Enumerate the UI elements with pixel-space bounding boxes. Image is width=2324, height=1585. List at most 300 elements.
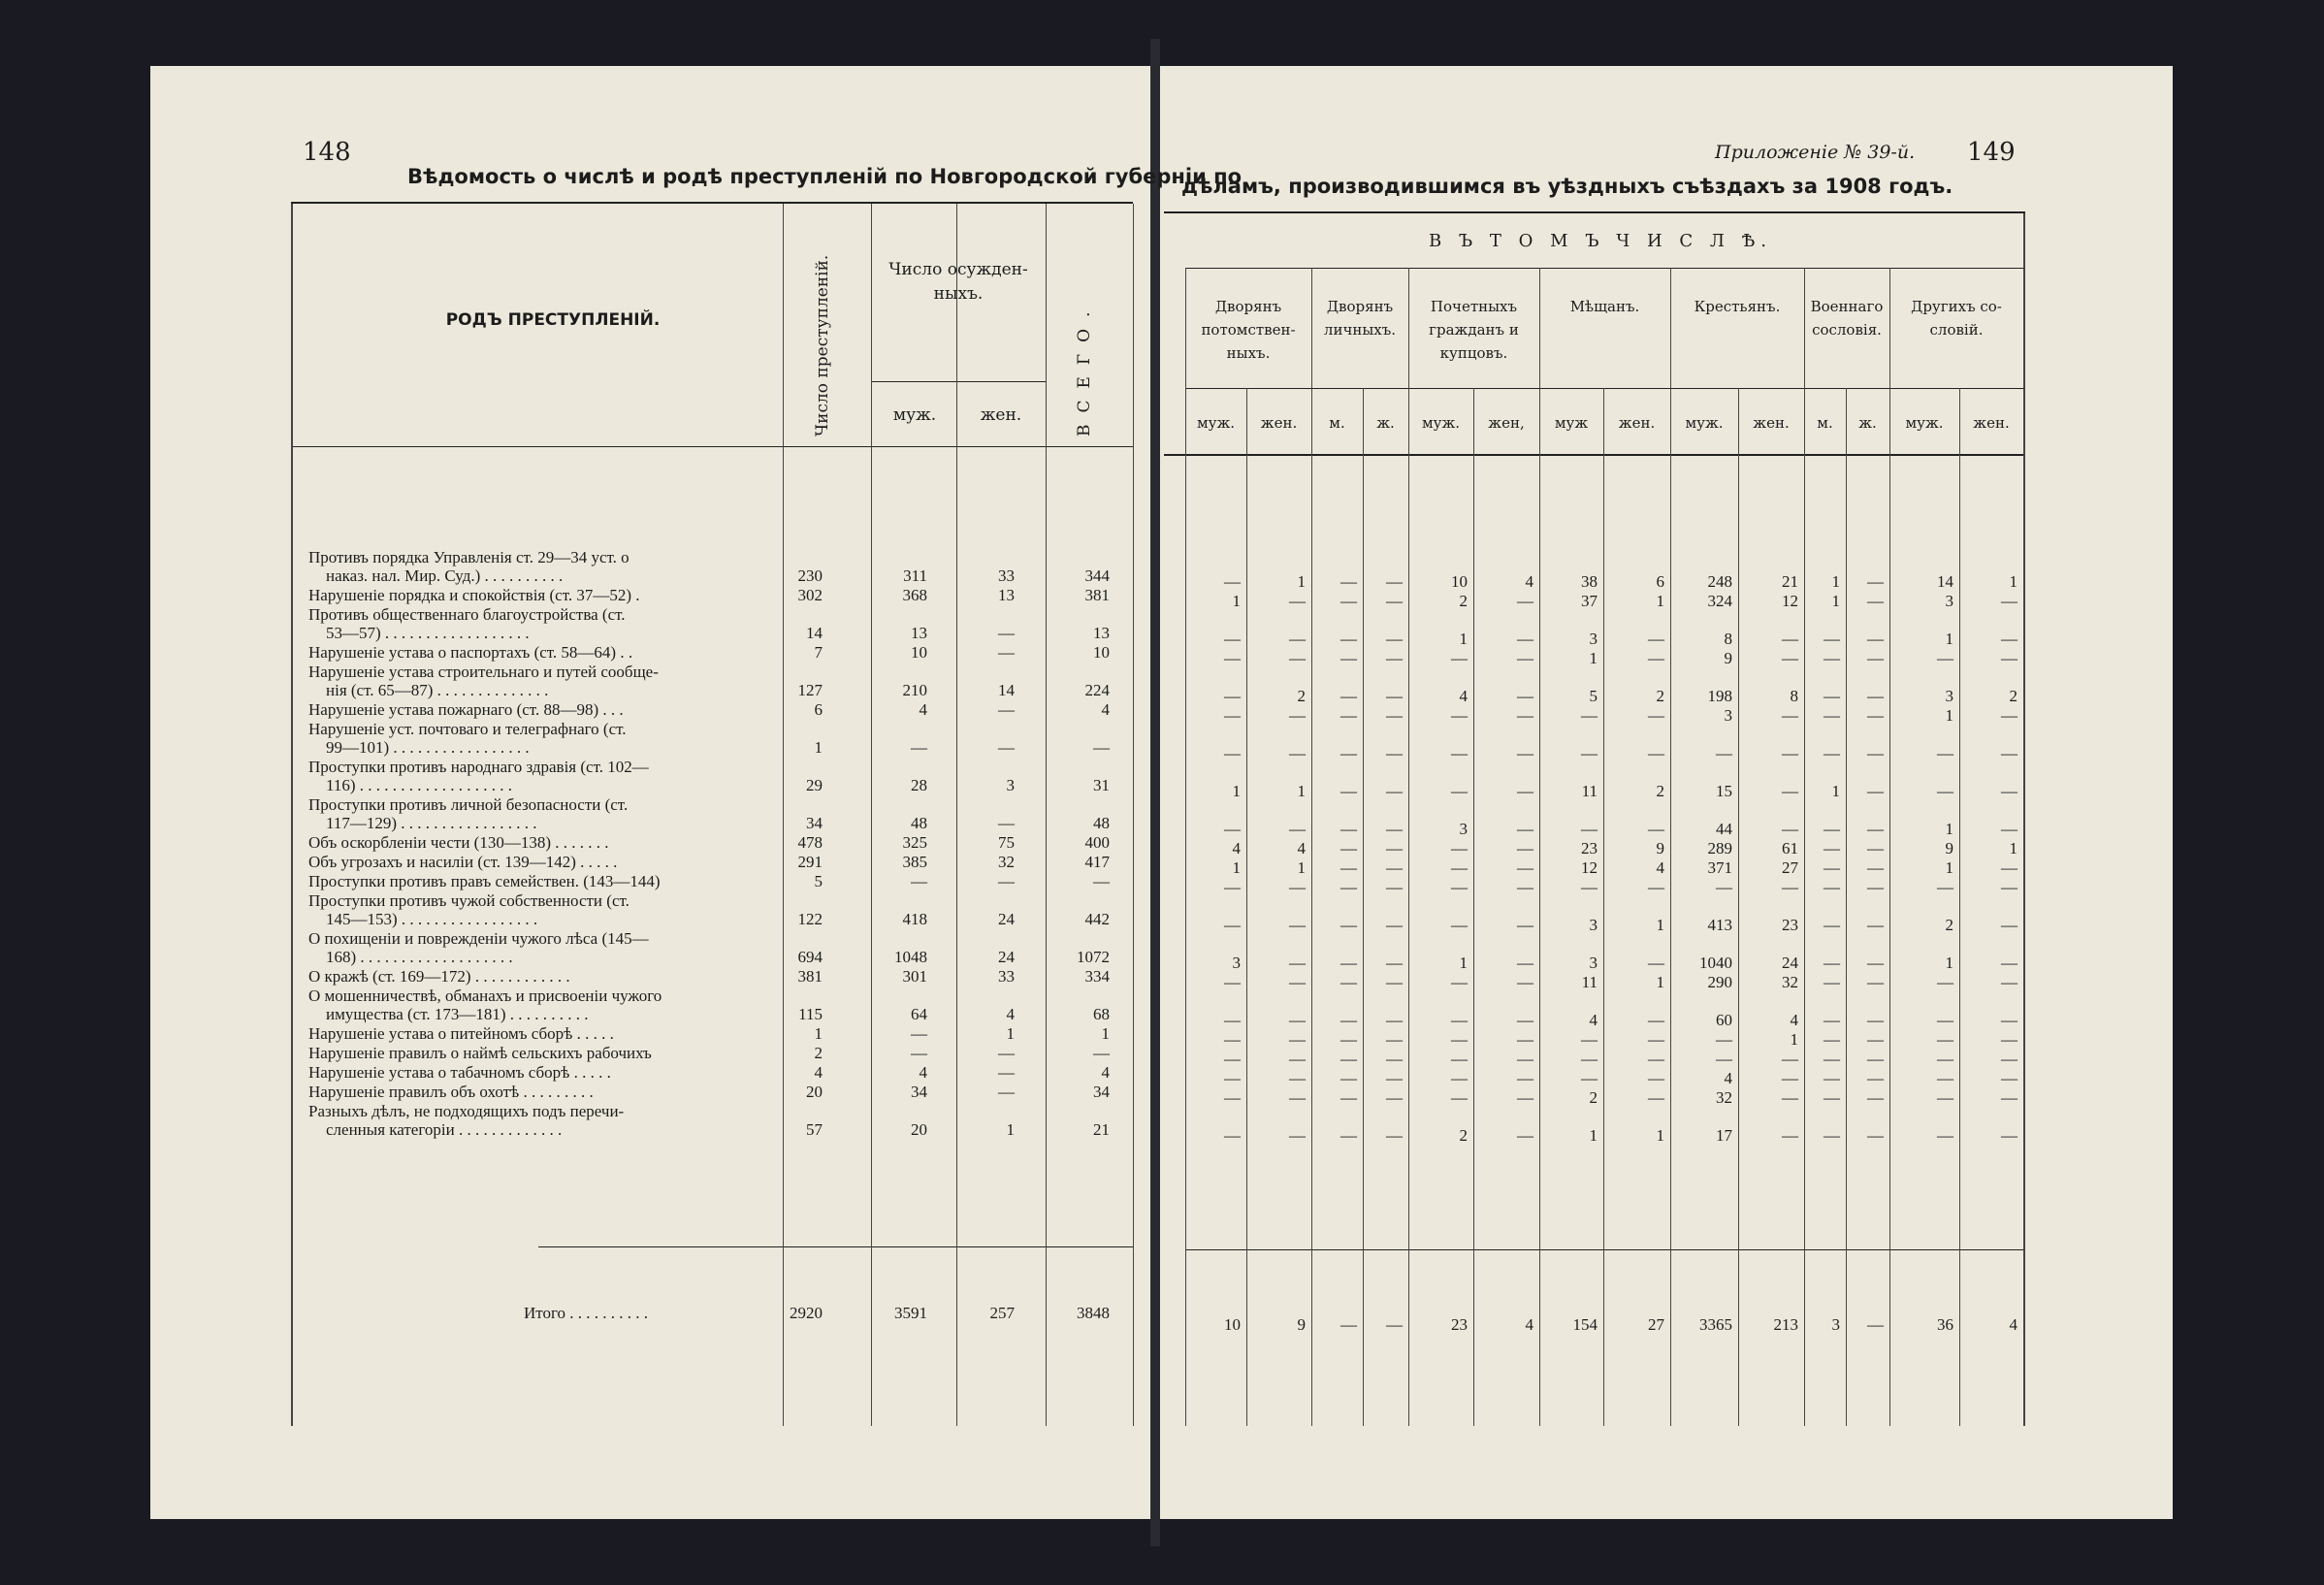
value-cell: 418	[902, 910, 927, 928]
value-cell: 13	[998, 586, 1015, 604]
breakdown-cell: —	[1867, 1050, 1884, 1068]
breakdown-cell: —	[2001, 954, 2017, 972]
breakdown-cell: —	[1782, 1088, 1798, 1107]
value-cell: 10	[1093, 643, 1110, 662]
row-label: сленныя категоріи . . . . . . . . . . . . .	[326, 1120, 563, 1139]
value-cell: 24	[998, 948, 1015, 966]
row-label: Объ оскорбленіи чести (130—138) . . . . . . .	[308, 833, 609, 852]
breakdown-cell: —	[1517, 649, 1533, 667]
breakdown-cell: —	[1224, 572, 1241, 591]
breakdown-cell: 11	[1581, 782, 1598, 800]
page-number-right: 149	[1967, 138, 2016, 167]
total-cell: 3848	[1077, 1304, 1110, 1322]
breakdown-cell: 9	[1656, 839, 1664, 857]
value-cell: —	[998, 1083, 1015, 1101]
value-cell: 127	[797, 681, 823, 699]
total-breakdown-cell: 27	[1648, 1315, 1664, 1334]
rule-top-left	[291, 202, 1133, 204]
header-group-4: Крестьянъ.	[1694, 298, 1781, 315]
header-group-5: Военнаго сословія.	[1810, 298, 1884, 339]
table-row	[308, 1024, 766, 1043]
breakdown-cell: —	[1648, 878, 1664, 896]
col-line-right-13	[1959, 388, 1960, 1426]
breakdown-cell: —	[1517, 1030, 1533, 1049]
breakdown-cell: —	[1937, 1069, 1953, 1087]
breakdown-cell: —	[1224, 1030, 1241, 1049]
breakdown-cell: —	[1386, 839, 1403, 857]
value-cell: —	[1093, 1044, 1110, 1062]
row-label: 53—57) . . . . . . . . . . . . . . . . . .	[326, 624, 530, 642]
total-breakdown-cell: 4	[1525, 1315, 1533, 1334]
breakdown-cell: —	[1716, 1030, 1732, 1049]
table-row	[308, 758, 766, 794]
breakdown-cell: —	[1289, 1088, 1306, 1107]
header-group-1-f: ж.	[1376, 414, 1395, 432]
header-group-6: Другихъ со-словій.	[1911, 298, 2002, 339]
breakdown-cell: 4	[1232, 839, 1241, 857]
value-cell: —	[911, 1044, 927, 1062]
breakdown-cell: 17	[1716, 1126, 1732, 1145]
breakdown-cell: —	[1824, 649, 1840, 667]
col-line-left-4	[1133, 204, 1134, 1426]
breakdown-cell: 1	[1831, 592, 1840, 610]
breakdown-cell: —	[1716, 878, 1732, 896]
col-line-left-2	[956, 204, 957, 1426]
header-group-0-f: жен.	[1260, 414, 1298, 432]
row-label: Проступки противъ личной безопасности (ст.	[308, 795, 629, 814]
breakdown-cell: 1	[2009, 839, 2017, 857]
breakdown-cell: —	[1648, 820, 1664, 838]
breakdown-cell: 23	[1782, 916, 1798, 934]
breakdown-cell: —	[1824, 630, 1840, 648]
breakdown-cell: —	[1648, 706, 1664, 725]
breakdown-cell: 3	[1589, 954, 1598, 972]
breakdown-cell: 5	[1589, 687, 1598, 705]
breakdown-cell: 1	[1459, 954, 1468, 972]
breakdown-cell: —	[1824, 1088, 1840, 1107]
breakdown-cell: 413	[1707, 916, 1732, 934]
breakdown-cell: 2	[1945, 916, 1953, 934]
breakdown-cell: —	[1386, 1088, 1403, 1107]
breakdown-cell: 1	[1232, 858, 1241, 877]
col-line-right-0	[1185, 268, 1186, 1426]
breakdown-cell: —	[1517, 820, 1533, 838]
table-row	[308, 872, 766, 890]
row-label: О похищеніи и поврежденіи чужого лѣса (145—	[308, 929, 649, 948]
breakdown-cell: —	[1224, 878, 1241, 896]
breakdown-cell: —	[1824, 687, 1840, 705]
breakdown-cell: —	[1782, 744, 1798, 762]
col-line-left-3	[1046, 204, 1047, 1426]
border-right-right	[2023, 213, 2025, 1426]
row-label: Объ угрозахъ и насиліи (ст. 139—142) . . . . .	[308, 853, 618, 871]
value-cell: 417	[1084, 853, 1110, 871]
breakdown-cell: 1040	[1699, 954, 1732, 972]
breakdown-cell: —	[1340, 687, 1357, 705]
breakdown-cell: 1	[2009, 572, 2017, 591]
row-label: Нарушеніе правилъ о наймѣ сельскихъ рабочихъ	[308, 1044, 652, 1062]
breakdown-cell: —	[1937, 1030, 1953, 1049]
breakdown-cell: —	[1867, 858, 1884, 877]
breakdown-cell: —	[1289, 916, 1306, 934]
row-label: Проступки противъ правъ семействен. (143—144)	[308, 872, 661, 890]
breakdown-cell: —	[1340, 820, 1357, 838]
breakdown-cell: —	[1782, 649, 1798, 667]
breakdown-cell: 12	[1782, 592, 1798, 610]
breakdown-cell: 1	[1831, 572, 1840, 591]
col-line-right-9	[1738, 388, 1739, 1426]
breakdown-cell: —	[1386, 916, 1403, 934]
table-row	[308, 853, 766, 871]
breakdown-cell: —	[1340, 630, 1357, 648]
breakdown-cell: —	[1340, 1069, 1357, 1087]
value-cell: 21	[1093, 1120, 1110, 1139]
breakdown-cell: —	[1451, 878, 1468, 896]
breakdown-cell: —	[1824, 858, 1840, 877]
breakdown-cell: 11	[1581, 973, 1598, 991]
header-female: жен.	[980, 405, 1022, 425]
value-cell: 311	[903, 566, 927, 585]
value-cell: 224	[1084, 681, 1110, 699]
breakdown-cell: —	[1782, 1069, 1798, 1087]
breakdown-cell: 3	[1945, 592, 1953, 610]
breakdown-cell: —	[1867, 572, 1884, 591]
breakdown-cell: 248	[1707, 572, 1732, 591]
total-breakdown-cell: 23	[1451, 1315, 1468, 1334]
breakdown-cell: —	[1289, 1050, 1306, 1068]
value-cell: —	[911, 738, 927, 757]
total-cell: 257	[989, 1304, 1015, 1322]
header-group-5-m: м.	[1817, 414, 1833, 432]
breakdown-cell: —	[1451, 973, 1468, 991]
breakdown-cell: 290	[1707, 973, 1732, 991]
breakdown-cell: —	[1340, 572, 1357, 591]
breakdown-cell: —	[2001, 973, 2017, 991]
value-cell: —	[998, 1063, 1015, 1082]
header-group-3-m: муж	[1554, 414, 1589, 432]
breakdown-cell: —	[1782, 1050, 1798, 1068]
breakdown-cell: —	[1648, 1050, 1664, 1068]
value-cell: 344	[1084, 566, 1110, 585]
breakdown-cell: —	[1648, 1030, 1664, 1049]
breakdown-cell: —	[1340, 1050, 1357, 1068]
value-cell: 1	[1006, 1120, 1015, 1139]
breakdown-cell: —	[1716, 1050, 1732, 1068]
value-cell: 1	[814, 738, 823, 757]
col-line-right-12	[1889, 268, 1890, 1426]
value-cell: 210	[902, 681, 927, 699]
value-cell: 291	[797, 853, 823, 871]
value-cell: 478	[797, 833, 823, 852]
header-group-6-m: муж.	[1905, 414, 1944, 432]
breakdown-cell: —	[1386, 782, 1403, 800]
value-cell: —	[998, 738, 1015, 757]
value-cell: 34	[1093, 1083, 1110, 1101]
value-cell: 381	[797, 967, 823, 986]
breakdown-cell: —	[1289, 820, 1306, 838]
table-row	[308, 700, 766, 719]
row-label: Нарушеніе порядка и спокойствія (ст. 37—52) .	[308, 586, 640, 604]
table-row	[308, 891, 766, 928]
breakdown-cell: 3	[1589, 916, 1598, 934]
breakdown-cell: —	[1824, 1069, 1840, 1087]
breakdown-cell: —	[1224, 1011, 1241, 1029]
breakdown-cell: 289	[1707, 839, 1732, 857]
breakdown-cell: —	[1937, 1011, 1953, 1029]
header-male: муж.	[892, 405, 937, 425]
breakdown-cell: —	[1867, 973, 1884, 991]
breakdown-cell: —	[1517, 839, 1533, 857]
breakdown-cell: —	[1517, 1050, 1533, 1068]
breakdown-cell: —	[1581, 1069, 1598, 1087]
header-group-4-m: муж.	[1685, 414, 1724, 432]
breakdown-cell: —	[1937, 744, 1953, 762]
breakdown-cell: 1	[1945, 706, 1953, 725]
breakdown-cell: —	[1867, 630, 1884, 648]
breakdown-cell: —	[2001, 820, 2017, 838]
breakdown-cell: —	[1386, 592, 1403, 610]
breakdown-cell: —	[1386, 744, 1403, 762]
col-line-right-8	[1670, 268, 1671, 1426]
breakdown-cell: —	[1224, 916, 1241, 934]
header-group-3-f: жен.	[1618, 414, 1656, 432]
value-cell: 442	[1084, 910, 1110, 928]
breakdown-cell: —	[1648, 649, 1664, 667]
header-group-4-f: жен.	[1753, 414, 1790, 432]
breakdown-cell: —	[1451, 1011, 1468, 1029]
value-cell: 381	[1084, 586, 1110, 604]
breakdown-cell: 4	[1790, 1011, 1798, 1029]
rule-bottom-left	[538, 1246, 1133, 1247]
totals-label: Итого . . . . . . . . . .	[524, 1304, 649, 1322]
value-cell: 122	[797, 910, 823, 928]
breakdown-cell: —	[1782, 820, 1798, 838]
value-cell: 4	[1101, 1063, 1110, 1082]
breakdown-cell: —	[1224, 973, 1241, 991]
breakdown-cell: 3	[1232, 954, 1241, 972]
breakdown-cell: —	[1224, 649, 1241, 667]
breakdown-cell: —	[1289, 649, 1306, 667]
header-group-3: Мѣщанъ.	[1569, 298, 1640, 315]
breakdown-cell: 1	[1297, 858, 1306, 877]
breakdown-cell: —	[1340, 649, 1357, 667]
table-row	[308, 548, 766, 585]
total-cell: 2920	[790, 1304, 823, 1322]
breakdown-cell: 1	[1656, 1126, 1664, 1145]
table-row	[308, 1044, 766, 1062]
breakdown-cell: 4	[1297, 839, 1306, 857]
breakdown-cell: —	[1517, 916, 1533, 934]
value-cell: 4	[814, 1063, 823, 1082]
breakdown-cell: —	[1867, 706, 1884, 725]
breakdown-cell: —	[1224, 1088, 1241, 1107]
breakdown-cell: —	[1451, 706, 1468, 725]
breakdown-cell: 27	[1782, 858, 1798, 877]
breakdown-cell: 38	[1581, 572, 1598, 591]
value-cell: 29	[806, 776, 823, 794]
breakdown-cell: —	[1581, 820, 1598, 838]
breakdown-cell: —	[1824, 820, 1840, 838]
table-row	[308, 1102, 766, 1139]
breakdown-cell: —	[1824, 916, 1840, 934]
breakdown-cell: —	[1824, 1011, 1840, 1029]
breakdown-cell: —	[1289, 878, 1306, 896]
row-label: О мошенничествѣ, обманахъ и присвоеніи чужого	[308, 987, 662, 1005]
value-cell: 1048	[894, 948, 927, 966]
breakdown-cell: —	[1386, 878, 1403, 896]
breakdown-cell: —	[1867, 820, 1884, 838]
breakdown-cell: —	[1517, 973, 1533, 991]
breakdown-cell: —	[1289, 973, 1306, 991]
breakdown-cell: —	[1340, 858, 1357, 877]
breakdown-cell: 371	[1707, 858, 1732, 877]
breakdown-cell: —	[1289, 630, 1306, 648]
breakdown-cell: —	[1716, 744, 1732, 762]
breakdown-cell: —	[2001, 649, 2017, 667]
value-cell: —	[998, 643, 1015, 662]
title-left: Вѣдомость о числѣ и родѣ преступленій по Новгородской губерніи по	[407, 165, 1243, 188]
header-num-crimes: Число преступленій.	[813, 254, 832, 437]
value-cell: —	[911, 872, 927, 890]
table-row	[308, 1083, 766, 1101]
value-cell: 33	[998, 566, 1015, 585]
breakdown-cell: —	[1517, 1011, 1533, 1029]
value-cell: 33	[998, 967, 1015, 986]
value-cell: 334	[1084, 967, 1110, 986]
breakdown-cell: 1	[1459, 630, 1468, 648]
breakdown-cell: —	[1648, 954, 1664, 972]
table-row	[308, 663, 766, 699]
title-right: дѣламъ, производившимся въ уѣздныхъ съѣздахъ за 1908 годъ.	[1181, 175, 1953, 198]
breakdown-cell: —	[2001, 592, 2017, 610]
breakdown-cell: —	[1386, 1011, 1403, 1029]
breakdown-cell: —	[1451, 1050, 1468, 1068]
breakdown-cell: —	[1517, 1088, 1533, 1107]
breakdown-cell: 3	[1724, 706, 1732, 725]
total-breakdown-cell: 3	[1831, 1315, 1840, 1334]
value-cell: 4	[919, 700, 927, 719]
breakdown-cell: —	[1386, 954, 1403, 972]
breakdown-cell: —	[1289, 954, 1306, 972]
col-line-right-11	[1846, 388, 1847, 1426]
breakdown-cell: —	[1340, 839, 1357, 857]
breakdown-cell: —	[1648, 1011, 1664, 1029]
breakdown-cell: 8	[1790, 687, 1798, 705]
breakdown-cell: 4	[1724, 1069, 1732, 1087]
header-group-2: Почетныхъ гражданъ и купцовъ.	[1429, 298, 1519, 362]
value-cell: —	[911, 1024, 927, 1043]
breakdown-cell: 1	[1831, 782, 1840, 800]
breakdown-cell: —	[1867, 954, 1884, 972]
breakdown-cell: —	[1451, 649, 1468, 667]
breakdown-cell: —	[1867, 1126, 1884, 1145]
row-label: 99—101) . . . . . . . . . . . . . . . . .	[326, 738, 530, 757]
col-line-right-1	[1246, 388, 1247, 1426]
row-label: Нарушеніе устава строительнаго и путей сообще-	[308, 663, 659, 681]
breakdown-cell: 1	[1945, 630, 1953, 648]
breakdown-cell: —	[1782, 1126, 1798, 1145]
table-row	[308, 833, 766, 852]
table-row	[308, 1063, 766, 1082]
breakdown-cell: —	[1824, 1050, 1840, 1068]
value-cell: —	[998, 814, 1015, 832]
breakdown-cell: —	[2001, 1069, 2017, 1087]
breakdown-cell: —	[1517, 1126, 1533, 1145]
breakdown-cell: —	[1224, 706, 1241, 725]
value-cell: 34	[806, 814, 823, 832]
breakdown-cell: —	[2001, 916, 2017, 934]
breakdown-cell: —	[1289, 1030, 1306, 1049]
value-cell: —	[1093, 738, 1110, 757]
breakdown-cell: —	[1289, 744, 1306, 762]
row-label: 117—129) . . . . . . . . . . . . . . . . .	[326, 814, 537, 832]
value-cell: 13	[1093, 624, 1110, 642]
row-label: Противъ общественнаго благоустройства (ст.	[308, 605, 626, 624]
value-cell: 1072	[1077, 948, 1110, 966]
breakdown-cell: —	[1867, 1011, 1884, 1029]
breakdown-cell: —	[1517, 592, 1533, 610]
breakdown-cell: 3	[1459, 820, 1468, 838]
breakdown-cell: —	[1517, 782, 1533, 800]
breakdown-cell: —	[1386, 1126, 1403, 1145]
breakdown-cell: —	[1451, 782, 1468, 800]
breakdown-cell: 1	[1232, 782, 1241, 800]
row-label: Проступки противъ народнаго здравія (ст. 102—	[308, 758, 649, 776]
breakdown-cell: —	[1867, 1088, 1884, 1107]
breakdown-cell: —	[1517, 1069, 1533, 1087]
value-cell: 3	[1006, 776, 1015, 794]
breakdown-cell: 9	[1724, 649, 1732, 667]
total-cell: 3591	[894, 1304, 927, 1322]
breakdown-cell: —	[1517, 630, 1533, 648]
breakdown-cell: —	[1581, 1050, 1598, 1068]
total-breakdown-cell: 9	[1297, 1315, 1306, 1334]
total-breakdown-cell: —	[1867, 1315, 1884, 1334]
value-cell: 1	[814, 1024, 823, 1043]
value-cell: 75	[998, 833, 1015, 852]
breakdown-cell: —	[1386, 820, 1403, 838]
breakdown-cell: —	[2001, 706, 2017, 725]
breakdown-cell: 2	[1297, 687, 1306, 705]
value-cell: 2	[814, 1044, 823, 1062]
breakdown-cell: —	[2001, 782, 2017, 800]
breakdown-cell: —	[1224, 744, 1241, 762]
row-label: 145—153) . . . . . . . . . . . . . . . . .	[326, 910, 538, 928]
breakdown-cell: 23	[1581, 839, 1598, 857]
value-cell: 4	[919, 1063, 927, 1082]
breakdown-cell: 37	[1581, 592, 1598, 610]
breakdown-cell: 21	[1782, 572, 1798, 591]
breakdown-cell: 12	[1581, 858, 1598, 877]
breakdown-cell: 2	[1459, 592, 1468, 610]
value-cell: 694	[797, 948, 823, 966]
breakdown-cell: 4	[1656, 858, 1664, 877]
value-cell: 20	[911, 1120, 927, 1139]
breakdown-cell: —	[1937, 1088, 1953, 1107]
breakdown-cell: 324	[1707, 592, 1732, 610]
rule-header-right	[1164, 454, 2025, 456]
breakdown-cell: —	[1386, 1050, 1403, 1068]
row-label: имущества (ст. 173—181) . . . . . . . . . .	[326, 1005, 589, 1023]
table-row	[308, 586, 766, 604]
breakdown-cell: 1	[1589, 1126, 1598, 1145]
breakdown-cell: —	[2001, 1030, 2017, 1049]
breakdown-cell: —	[1517, 954, 1533, 972]
breakdown-cell: 2	[1589, 1088, 1598, 1107]
breakdown-cell: —	[1824, 973, 1840, 991]
breakdown-cell: —	[1386, 687, 1403, 705]
breakdown-cell: —	[1451, 1069, 1468, 1087]
